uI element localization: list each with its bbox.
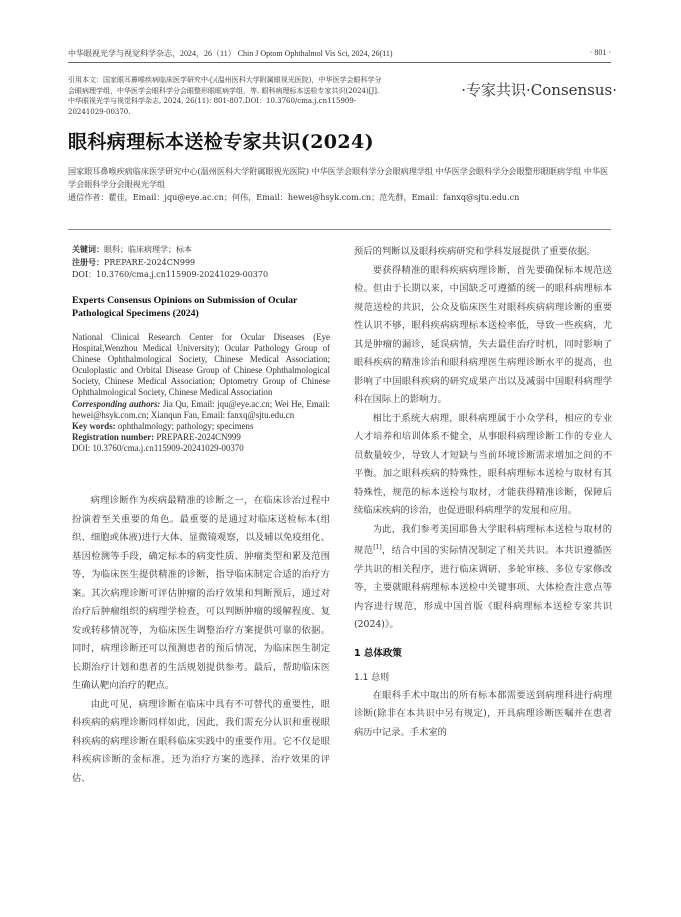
- citation-note: 引用本文：国家眼耳鼻喉疾病临床医学研究中心(温州医科大学附属眼视光医院)，中华医学会眼科学分会眼病理学组，中华医学会眼科学分会眼整形眼眶病学组，等. 眼科病理标本送检专家共识(2024)[J]. 中华眼视光学与视觉科学杂志, 2024, 26(11): 801-807.DOI：10.3760/cma.j.cn115909-20241029-00370.: [68, 76, 382, 116]
- english-title: Experts Consensus Opinions on Submission of Ocular Pathological Specimens (2024): [72, 295, 298, 319]
- keywords-line: 关键词：眼科；临床病理学；标本: [72, 244, 192, 254]
- body-paragraph: 病理诊断作为疾病最精准的诊断之一，在临床诊治过程中扮演着至关重要的角色。最重要的是通过对临床送检标本(组织、细胞或体液)进行大体、显微镜观察，以及辅以免疫组化、基因检测等手段，确定标本的病变性质、肿瘤类型和累及范围等，为临床医生提供精准的诊断，指导临床制定合适的治疗方案。其次病理诊断可评估肿瘤的治疗效果和判断预后，通过对治疗后肿瘤组织的病理学检查，可以判断肿瘤的缓解程度、复发或转移情况等，为临床医生调整治疗方案提供可靠的依据。同时，病理诊断还可以预测患者的预后情况，为临床医生制定长期治疗计划和患者的生活规划提供参考。最后，帮助临床医生确认靶向治疗的靶点。: [72, 495, 330, 692]
- page-number: · 801 ·: [589, 48, 611, 57]
- author-rule: [68, 229, 611, 230]
- subsection-heading: 1.1 总则: [354, 672, 390, 683]
- registration-line: 注册号：PREPARE-2024CN999: [72, 257, 196, 267]
- author-block: [68, 165, 611, 204]
- body-paragraph: 要获得精准的眼科疾病病理诊断，首先要确保标本规范送检。但由于长期以来，中国缺乏可遵循的统一的眼科病理标本规范送检的共识，公众及临床医生对眼科疾病病理诊断的重要性认识不够，眼科疾病病理标本送检率低，导致一些疾病，尤其是肿瘤的漏诊，延误病情，失去最佳治疗时机，同时影响了眼科疾病的精准诊治和眼科病理医生病理诊断水平的提高，也影响了中国眼科疾病的研究成果产出以及减弱中国眼科病理学科在国际上的影响力。: [354, 264, 612, 405]
- author-organizations: 国家眼耳鼻喉疾病临床医学研究中心(温州医科大学附属眼视光医院) 中华医学会眼科学分会眼病理学组 中华医学会眼科学分会眼整形眼眶病学组 中华医学会眼科学分会眼视光学组: [68, 166, 609, 189]
- doi-line: DOI：10.3760/cma.j.cn115909-20241029-00370: [72, 270, 269, 279]
- english-organizations: National Clinical Research Center for Ocular Diseases (Eye Hospital,Wenzhou Medical University); Ocular Pathology Group of Chinese Ophthalmological Society, Chinese Medical Association; Oculoplastic and Orbital Disease Group of Chinese Ophthalmological Society, Chinese Medical Association; Optometry Group of Chinese Ophthalmological Society, Chinese Medical Association: [72, 332, 330, 398]
- body-paragraph: 相比于系统大病理，眼科病理属于小众学科，相应的专业人才培养和培训体系不健全，从事眼科病理诊断工作的专业人员数量较少，导致人才短缺与当前环境诊断需求增加之间的不平衡。加之眼科疾病的特殊性，眼科病理标本送检与取材有其特殊性，规范的标本送检与取材，才能获得精准诊断，保障后续临床疾病的诊治，也促进眼科病理学的发展和应用。: [354, 412, 612, 516]
- reference-marker[interactable]: [1]: [373, 544, 382, 551]
- section-heading: 1 总体政策: [354, 647, 402, 659]
- running-header: [68, 48, 611, 59]
- header-journal: 中华眼视光学与视觉科学杂志，2024，26（11） Chin J Optom Ophthalmol Vis Sci, 2024, 26(11): [68, 49, 393, 58]
- english-corresponding: Corresponding authors: Jia Qu, Email: jqu@eye.ac.cn; Wei He, Email: hewei@hsyk.com.cn; Xianqun Fan, Email: fanxq@sjtu.edu.cn: [72, 398, 331, 420]
- english-abstract-block: [72, 332, 330, 454]
- body-paragraph: 为此，我们参考美国耶鲁大学眼科病理标本送检与取材的规范[1]，结合中国的实际情况制定了相关共识。本共识遵循医学共识的相关程序，进行临床调研、多轮审核、多位专家修改等，主要就眼科病理标本送检中关键事项、大体检查注意点等内容进行规范，形成中国首版《眼科病理标本送检专家共识(2024)》。: [354, 523, 612, 631]
- right-column: [354, 243, 612, 742]
- body-paragraph: 在眼科手术中取出的所有标本都需要送到病理科进行病理诊断(除非在本共识中另有规定)，开具病理诊断医嘱并在患者病历中记录。手术室的: [354, 689, 612, 738]
- article-title: 眼科病理标本送检专家共识(2024): [68, 131, 375, 153]
- consensus-banner: ·专家共识·Consensus·: [461, 81, 617, 99]
- body-paragraph: 由此可见，病理诊断在临床中具有不可替代的重要性，眼科疾病的病理诊断同样如此，因此，我们需充分认识和重视眼科疾病的病理诊断在眼科临床实践中的重要作用。它不仅是眼科疾病诊断的金标准，还为治疗方案的选择、治疗效果的评估、: [72, 698, 330, 784]
- english-doi: DOI: 10.3760/cma.j.cn115909-20241029-00370: [72, 442, 244, 453]
- english-keywords: Key words: ophthalmology; pathology; specimens: [72, 420, 254, 431]
- corresponding-authors: 通信作者：瞿佳，Email：jqu@eye.ac.cn；何伟，Email：hewei@hsyk.com.cn；范先群，Email：fanxq@sjtu.edu.cn: [68, 192, 520, 202]
- header-rule: [68, 62, 611, 63]
- body-paragraph: 预后的判断以及眼科疾病研究和学科发展提供了重要依据。: [354, 246, 596, 257]
- left-column: [72, 243, 330, 788]
- english-registration: Registration number: PREPARE-2024CN999: [72, 431, 241, 442]
